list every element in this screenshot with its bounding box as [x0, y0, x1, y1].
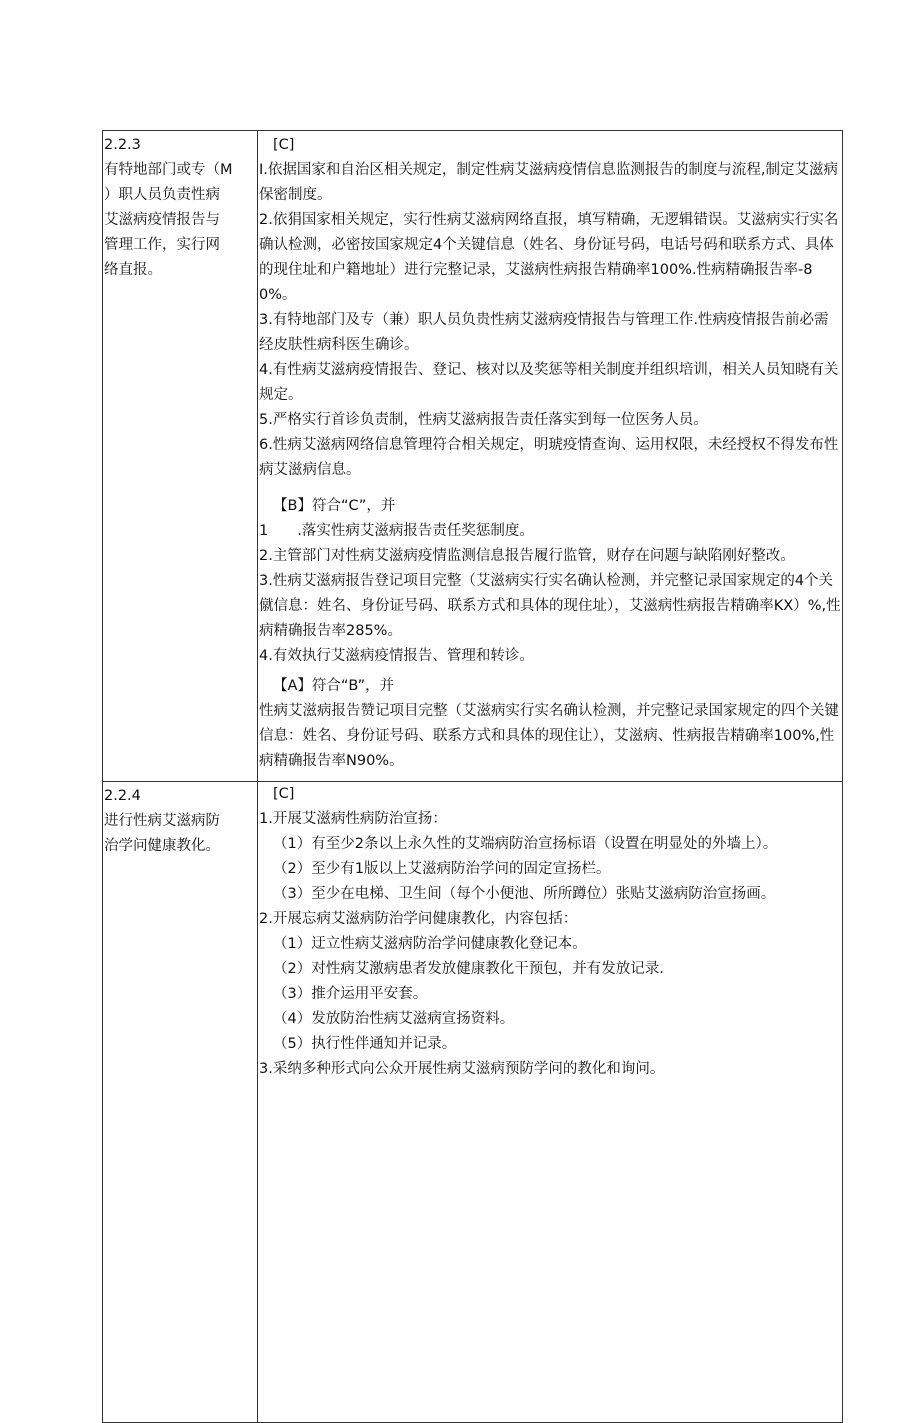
- criteria-subitem: （3）至少在电梯、卫生间（每个小便池、所所蹲位）张贴艾滋病防治宣扬画。: [273, 886, 776, 902]
- item-title-line: 管理工作，实行网: [104, 237, 220, 253]
- item-title-line: 进行性病艾滋病防: [104, 813, 220, 829]
- criteria-subitem: （4）发放防治性病艾滋病宣扬资料。: [273, 1011, 515, 1027]
- criteria-item: 性病艾滋病报告赞记项目完整（艾滋病实行实名确认检测，并完整记录国家规定的四个关键信息：姓名、身份证号码、联系方式和具体的现住让），艾滋病、性病报告精确率100%,性病精确报告率N90%。: [259, 703, 839, 769]
- criteria-item: 2.依狷国家相关规定，实行性病艾滋病网络直报，填写精确，无逻辑错误。艾滋病实行实名确认检测，必密按国家规定4个关键信息（姓名、身份证号码，电话号码和联系方式、具体的现住址和户籍地址）进行完整记录，艾滋病性病报告精确率100%.性病精确报告率-80%。: [259, 212, 839, 303]
- criteria-item: 4.有效执行艾滋病疫情报告、管理和转诊。: [259, 648, 534, 664]
- criteria-item: 2.主管部门对性病艾滋病疫情监测信息报告履行监管，财存在问题与缺陷刚好整改。: [259, 548, 795, 564]
- criteria-item: 3.性病艾滋病报告登记项目完整（艾滋病实行实名确认检测，并完整记录国家规定的4个关僦信息：姓名、身份证号码、联系方式和具体的现住址），艾滋病性病报告精确率KX）%,性病精确报告率285%。: [259, 573, 841, 639]
- criteria-cell: [258, 782, 843, 1423]
- standards-table: [102, 130, 843, 1423]
- criteria-item: 1.开展艾滋病性病防治宣扬：: [259, 811, 447, 827]
- criteria-item: 5.严格实行首诊负责制，性病艾滋病报告责任落实到每一位医务人员。: [259, 412, 708, 428]
- criteria-item: 3.采纳多种形式向公众开展性病艾滋病预防学问的教化和询问。: [259, 1061, 665, 1077]
- criteria-item: 2.开展忘病艾滋病防治学问健康教化，内容包括：: [259, 911, 578, 927]
- item-title-line: 有特地部门或专（M: [104, 162, 233, 178]
- item-title-line: 治学问健康教化。: [104, 838, 220, 854]
- criteria-subitem: （2）对性病艾激病患者发放健康教化干预包，并有发放记录.: [273, 961, 664, 977]
- criteria-item: I.依据国家和自治区相关规定，制定性病艾滋病疫情信息监测报告的制度与流程,制定艾滋病保密制度。: [259, 162, 838, 203]
- grade-c-header: [C]: [273, 786, 295, 802]
- item-code: 2.2.3: [104, 137, 141, 153]
- criteria-subitem: （1）有至少2条以上永久性的艾端病防治宣扬标语（设置在明显处的外墙上）。: [273, 836, 778, 852]
- criteria-subitem: （1）迂立性病艾滋病防治学问健康教化登记本。: [273, 936, 587, 952]
- criteria-item: 1 .落实性病艾滋病报告责任奖惩制度。: [259, 523, 534, 539]
- grade-c-header: [C]: [273, 137, 295, 153]
- criteria-cell: [258, 131, 843, 782]
- criteria-subitem: （3）推介运用平安套。: [273, 986, 428, 1002]
- table-row: [103, 131, 843, 782]
- criteria-item: 3.有特地部门及专（兼）职人员负贵性病艾滋病疫情报告与管理工作.性病疫情报告前必需经皮肤性病科医生确诊。: [259, 312, 829, 353]
- item-description-cell: [103, 782, 258, 1423]
- item-title-line: ）职人员负责性病: [104, 187, 220, 203]
- item-title-line: 艾滋病疫情报告与: [104, 212, 220, 228]
- table-row: [103, 782, 843, 1423]
- item-title-line: 络直报。: [104, 262, 162, 278]
- grade-b-header: 【B】符合“C”，并: [273, 498, 396, 514]
- criteria-subitem: （2）至少有1版以上艾滋病防治学问的固定宣扬栏。: [273, 861, 611, 877]
- criteria-subitem: （5）执行性伴通知并记录。: [273, 1036, 457, 1052]
- grade-a-header: 【A】符合“B”，并: [273, 678, 395, 694]
- criteria-item: 4.有性病艾滋病疫情报告、登记、核对以及奖惩等相关制度并组织培训，相关人员知晓有关规定。: [259, 362, 839, 403]
- item-code: 2.2.4: [104, 788, 141, 804]
- item-description-cell: [103, 131, 258, 782]
- criteria-item: 6.性病艾滋病网络信息管理符合相关规定，明琥疫情查询、运用权限，未经授权不得发布性病艾滋病信息。: [259, 437, 839, 478]
